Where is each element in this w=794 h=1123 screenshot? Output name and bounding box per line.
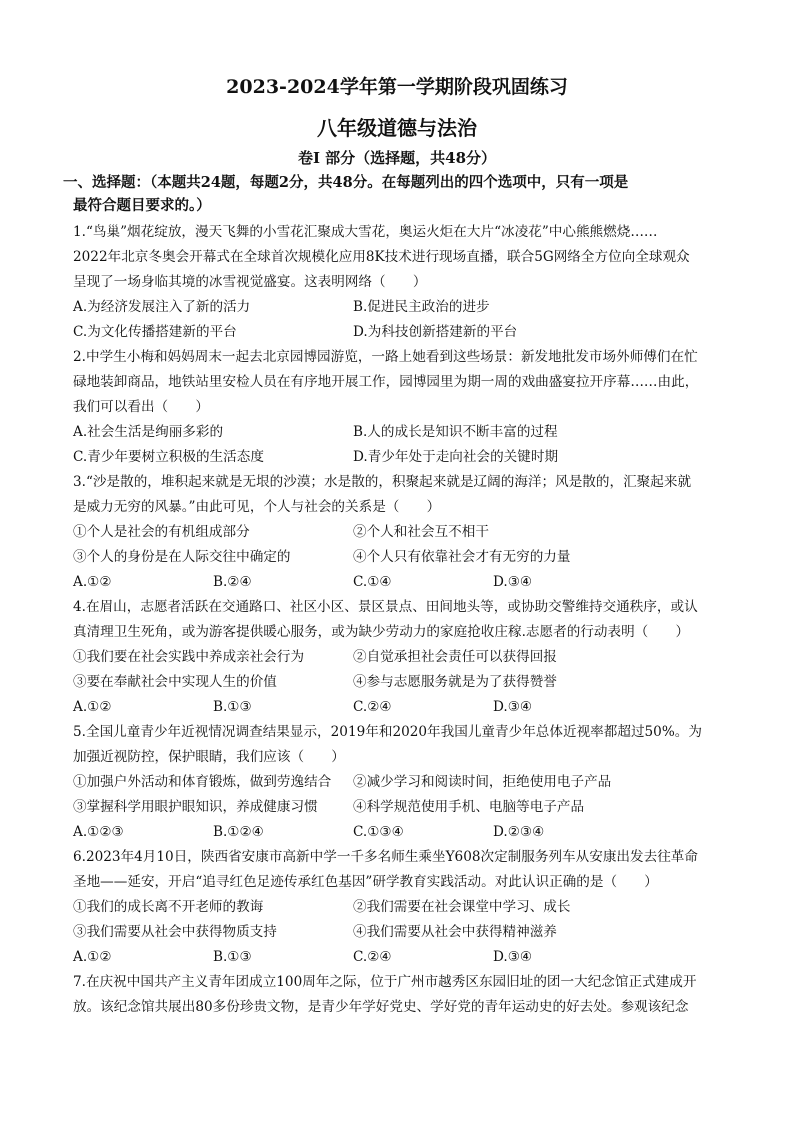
q3-option-b: B.②④	[213, 574, 252, 590]
q2-option-a: A.社会生活是绚丽多彩的	[73, 424, 224, 440]
q6-option-c: C.②④	[353, 949, 392, 965]
q4-option-b: B.①③	[213, 699, 252, 715]
q4-option-a: A.①②	[73, 699, 112, 715]
q6-option-b: B.①③	[213, 949, 252, 965]
q2-text-line-2: 碌地装卸商品，地铁站里安检人员在有序地开展工作，园博园里为期一周的戏曲盛宴拉开序幕……由此，	[73, 374, 699, 390]
q4-option-d: D.③④	[493, 699, 533, 715]
q3-option-c: C.①④	[353, 574, 392, 590]
q5-item-3: ③掌握科学用眼护眼知识，养成健康习惯	[73, 799, 318, 815]
q3-item-3: ③个人的身份是在人际交往中确定的	[73, 549, 291, 565]
q1-text-line-2: 2022年北京冬奥会开幕式在全球首次规模化应用8K技术进行现场直播，联合5G网络全方位向全球观众	[73, 249, 690, 265]
q2-text-line-1: 2.中学生小梅和妈妈周末一起去北京园博园游览，一路上她看到这些场景：新发地批发市场外师傅们在忙	[73, 349, 698, 365]
section-instructions-line-2: 最符合题目要求的。）	[73, 197, 211, 214]
q6-text-line-1: 6.2023年4月10日，陕西省安康市高新中学一千多名师生乘坐Y608次定制服务列车从安康出发去往革命	[73, 849, 698, 865]
q6-item-1: ①我们的成长离不开老师的教诲	[73, 899, 264, 915]
q1-option-b: B.促进民主政治的进步	[353, 299, 490, 315]
q7-text-line-2: 放。该纪念馆共展出80多份珍贵文物，是青少年学好党史、学好党的青年运动史的好去处。参观该纪念	[73, 999, 689, 1015]
q3-text-line-1: 3.“沙是散的，堆积起来就是无垠的沙漠；水是散的，积聚起来就是辽阔的海洋；风是散的，汇聚起来就	[73, 474, 692, 490]
q3-option-a: A.①②	[73, 574, 112, 590]
exam-title: 2023-2024学年第一学期阶段巩固练习	[226, 76, 568, 98]
q1-option-d: D.为科技创新搭建新的平台	[353, 324, 518, 340]
q5-item-1: ①加强户外活动和体育锻炼，做到劳逸结合	[73, 774, 332, 790]
q3-item-4: ④个人只有依靠社会才有无穷的力量	[353, 549, 571, 565]
q2-text-line-3: 我们可以看出（ ）	[73, 399, 209, 415]
q1-text-line-1: 1.“鸟巢”烟花绽放，漫天飞舞的小雪花汇聚成大雪花，奥运火炬在大片“冰凌花”中心熊熊燃烧……	[73, 224, 658, 240]
q6-item-4: ④我们需要从社会中获得精神滋养	[353, 924, 557, 940]
q1-text-line-3: 呈现了一场身临其境的冰雪视觉盛宴。这表明网络（ ）	[73, 274, 427, 290]
q1-option-c: C.为文化传播搭建新的平台	[73, 324, 237, 340]
part-heading: 卷I 部分（选择题，共48分）	[297, 149, 497, 167]
q2-option-c: C.青少年要树立积极的生活态度	[73, 449, 264, 465]
q3-item-2: ②个人和社会互不相干	[353, 524, 489, 540]
q2-option-d: D.青少年处于走向社会的关键时期	[353, 449, 559, 465]
q4-item-4: ④参与志愿服务就是为了获得赞誉	[353, 674, 557, 690]
q5-option-a: A.①②③	[73, 824, 124, 840]
q5-text-line-2: 加强近视防控，保护眼睛，我们应该（ ）	[73, 749, 345, 765]
q5-option-d: D.②③④	[493, 824, 545, 840]
q5-option-c: C.①③④	[353, 824, 404, 840]
q6-text-line-2: 圣地——延安，开启“追寻红色足迹传承红色基因”研学教育实践活动。对此认识正确的是（ ）	[73, 874, 658, 890]
q5-item-4: ④科学规范使用手机、电脑等电子产品	[353, 799, 585, 815]
q6-item-2: ②我们需要在社会课堂中学习、成长	[353, 899, 571, 915]
q4-text-line-1: 4.在眉山，志愿者活跃在交通路口、社区小区、景区景点、田间地头等，或协助交警维持交通秩序，或认	[73, 599, 698, 615]
q6-option-d: D.③④	[493, 949, 533, 965]
q5-option-b: B.①②④	[213, 824, 264, 840]
q4-item-3: ③要在奉献社会中实现人生的价值	[73, 674, 277, 690]
q3-text-line-2: 是威力无穷的风暴。”由此可见，个人与社会的关系是（ ）	[73, 499, 441, 515]
q4-item-2: ②自觉承担社会责任可以获得回报	[353, 649, 557, 665]
q7-text-line-1: 7.在庆祝中国共产主义青年团成立100周年之际，位于广州市越秀区东园旧址的团一大纪念馆正式建成开	[73, 974, 697, 990]
q4-text-line-2: 真清理卫生死角，或为游客提供暖心服务，或为缺少劳动力的家庭抢收庄稼.志愿者的行动表明（ ）	[73, 624, 690, 640]
q2-option-b: B.人的成长是知识不断丰富的过程	[353, 424, 558, 440]
exam-subject: 八年级道德与法治	[317, 116, 477, 140]
q6-option-a: A.①②	[73, 949, 112, 965]
q3-item-1: ①个人是社会的有机组成部分	[73, 524, 250, 540]
q4-option-c: C.②④	[353, 699, 392, 715]
section-instructions-line-1: 一、选择题：（本题共24题，每题2分，共48分。在每题列出的四个选项中，只有一项是	[63, 174, 629, 191]
q1-option-a: A.为经济发展注入了新的活力	[73, 299, 251, 315]
q5-item-2: ②减少学习和阅读时间，拒绝使用电子产品	[353, 774, 612, 790]
q5-text-line-1: 5.全国儿童青少年近视情况调查结果显示，2019年和2020年我国儿童青少年总体近视率都超过50%。为	[73, 724, 702, 740]
q3-option-d: D.③④	[493, 574, 533, 590]
q6-item-3: ③我们需要从社会中获得物质支持	[73, 924, 277, 940]
q4-item-1: ①我们要在社会实践中养成亲社会行为	[73, 649, 305, 665]
